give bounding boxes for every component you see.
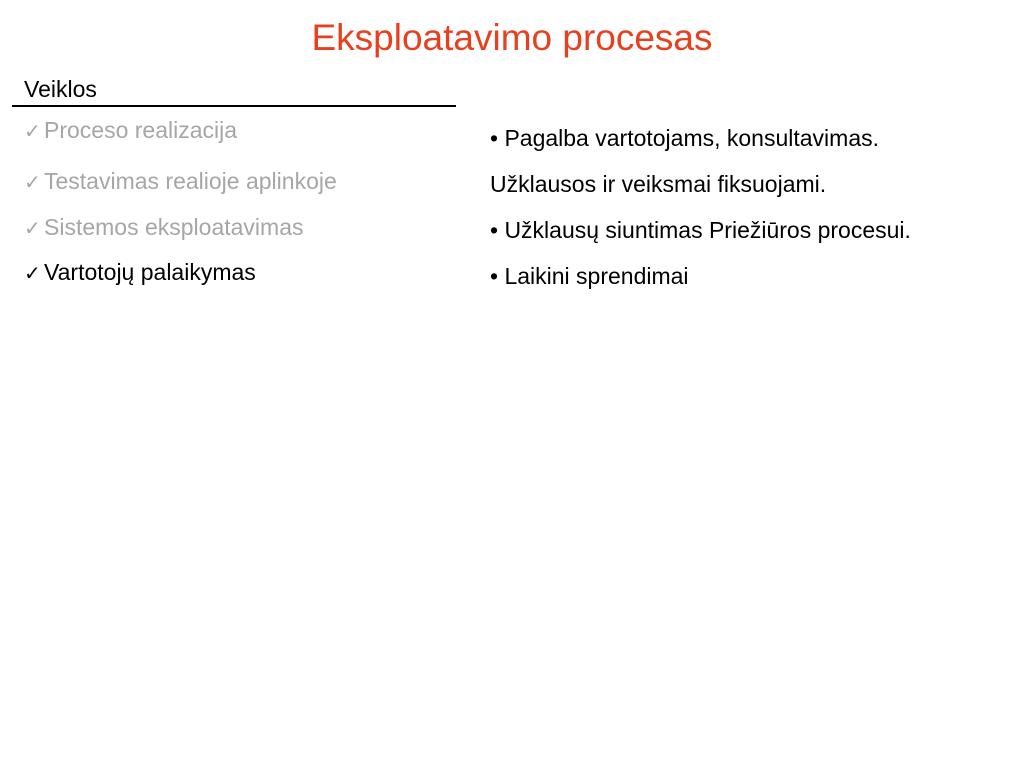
heading-divider [12, 105, 456, 107]
activity-item-vartotoju-palaikymas [24, 258, 256, 287]
activity-item-label: Sistemos eksploatavimas [44, 214, 304, 240]
detail-line: • Pagalba vartotojams, konsultavimas. [490, 125, 880, 151]
check-mark-icon: ✓ [24, 261, 41, 285]
activity-item-label: Vartotojų palaikymas [44, 259, 256, 285]
activity-item-proceso-realizacija [24, 116, 237, 145]
activity-item-label: Proceso realizacija [44, 117, 238, 143]
detail-line: Užklausos ir veiksmai fiksuojami. [490, 171, 827, 197]
detail-line: • Laikini sprendimai [490, 263, 689, 289]
check-mark-icon: ✓ [24, 216, 41, 240]
activities-heading: Veiklos [24, 76, 97, 102]
check-mark-icon: ✓ [24, 170, 41, 194]
check-mark-icon: ✓ [24, 119, 41, 143]
activity-item-testavimas [24, 167, 337, 196]
detail-line: • Užklausų siuntimas Priežiūros procesui. [490, 217, 911, 243]
activity-item-label: Testavimas realioje aplinkoje [44, 168, 337, 194]
activity-item-sistemos-eksploatavimas [24, 213, 304, 242]
slide-title: Eksploatavimo procesas [311, 17, 713, 58]
